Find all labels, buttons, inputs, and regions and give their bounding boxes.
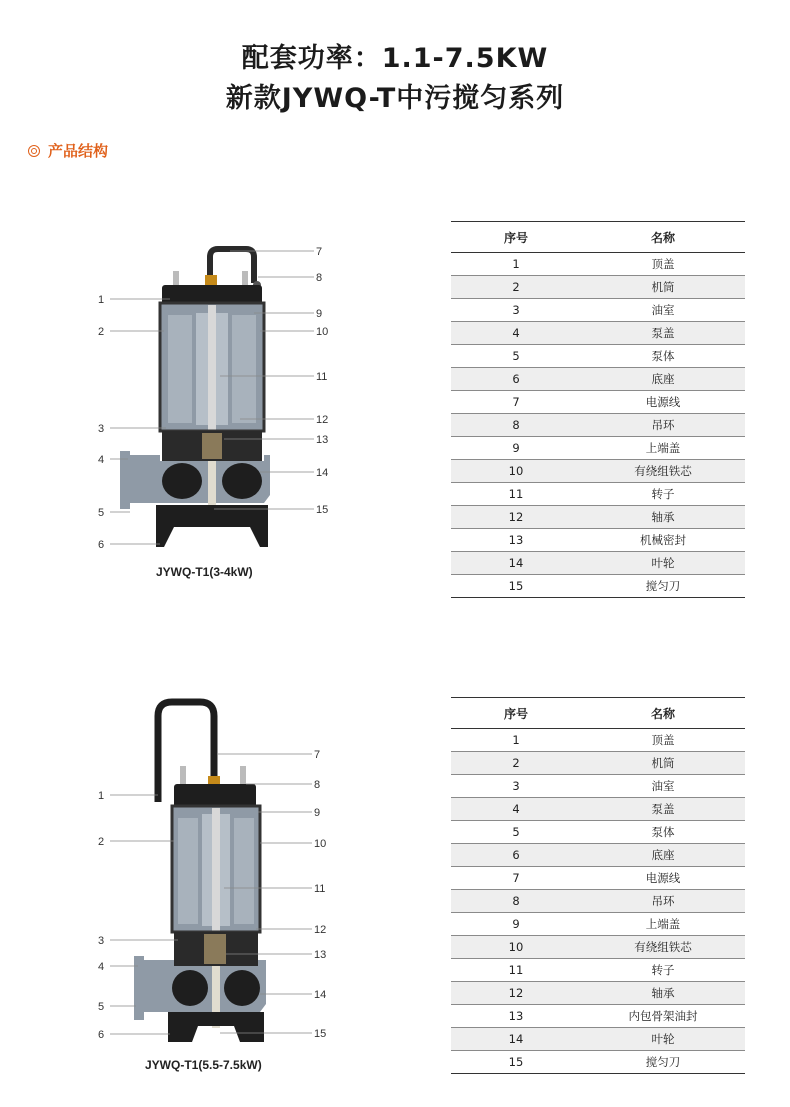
diagram-caption: JYWQ-T1(5.5-7.5kW) xyxy=(145,1058,262,1072)
parts-table xyxy=(451,221,745,598)
part-number-cell: 3 xyxy=(451,775,581,798)
part-number-cell: 2 xyxy=(451,276,581,299)
table-row xyxy=(451,299,745,322)
part-name-cell: 油室 xyxy=(581,299,745,322)
part-number-cell: 15 xyxy=(451,575,581,598)
table-row xyxy=(451,253,745,276)
part-name-cell: 上端盖 xyxy=(581,913,745,936)
part-name-cell: 叶轮 xyxy=(581,552,745,575)
part-name-cell: 油室 xyxy=(581,775,745,798)
callout-5: 5 xyxy=(98,507,105,519)
table-row xyxy=(451,982,745,1005)
callout-11: 11 xyxy=(314,883,326,895)
table-row xyxy=(451,913,745,936)
part-number-cell: 9 xyxy=(451,437,581,460)
table-row xyxy=(451,798,745,821)
table-row xyxy=(451,552,745,575)
parts-table xyxy=(451,697,745,1074)
callout-7: 7 xyxy=(314,749,321,761)
page-title-line2: 新款JYWQ-T中污搅匀系列 xyxy=(225,83,565,114)
callout-12: 12 xyxy=(316,414,329,426)
part-number-cell: 7 xyxy=(451,391,581,414)
table-row xyxy=(451,890,745,913)
callout-4: 4 xyxy=(98,454,105,466)
table-row xyxy=(451,414,745,437)
callout-14: 14 xyxy=(316,467,329,479)
section-heading xyxy=(28,140,108,161)
part-name-cell: 底座 xyxy=(581,368,745,391)
part-number-cell: 6 xyxy=(451,368,581,391)
column-header-number: 序号 xyxy=(451,222,581,253)
column-header-number: 序号 xyxy=(451,698,581,729)
callout-1: 1 xyxy=(98,790,105,802)
callout-2: 2 xyxy=(98,836,105,848)
callout-15: 15 xyxy=(316,504,329,516)
table-row xyxy=(451,460,745,483)
part-name-cell: 轴承 xyxy=(581,506,745,529)
target-circle-icon xyxy=(28,145,40,157)
part-name-cell: 转子 xyxy=(581,483,745,506)
callout-13: 13 xyxy=(316,434,329,446)
callout-15: 15 xyxy=(314,1028,327,1040)
table-row xyxy=(451,1028,745,1051)
callout-3: 3 xyxy=(98,935,105,947)
part-number-cell: 4 xyxy=(451,322,581,345)
callout-14: 14 xyxy=(314,989,327,1001)
table-row xyxy=(451,752,745,775)
part-name-cell: 上端盖 xyxy=(581,437,745,460)
part-number-cell: 8 xyxy=(451,414,581,437)
table-row xyxy=(451,529,745,552)
part-number-cell: 6 xyxy=(451,844,581,867)
table-row xyxy=(451,391,745,414)
part-number-cell: 15 xyxy=(451,1051,581,1074)
part-number-cell: 11 xyxy=(451,483,581,506)
callout-3: 3 xyxy=(98,423,105,435)
part-number-cell: 4 xyxy=(451,798,581,821)
table-row xyxy=(451,1005,745,1028)
part-number-cell: 10 xyxy=(451,460,581,483)
part-name-cell: 有绕组铁芯 xyxy=(581,460,745,483)
part-name-cell: 吊环 xyxy=(581,890,745,913)
part-number-cell: 14 xyxy=(451,1028,581,1051)
part-name-cell: 搅匀刀 xyxy=(581,575,745,598)
pump-section-diagram-large xyxy=(90,690,340,1050)
part-name-cell: 泵盖 xyxy=(581,798,745,821)
table-row xyxy=(451,1051,745,1074)
pump-section-diagram-small xyxy=(90,235,340,555)
part-number-cell: 3 xyxy=(451,299,581,322)
table-row xyxy=(451,506,745,529)
part-number-cell: 14 xyxy=(451,552,581,575)
page-title-line1: 配套功率：1.1-7.5KW xyxy=(241,43,549,74)
table-row xyxy=(451,844,745,867)
part-number-cell: 1 xyxy=(451,729,581,752)
part-number-cell: 8 xyxy=(451,890,581,913)
part-name-cell: 电源线 xyxy=(581,391,745,414)
part-name-cell: 轴承 xyxy=(581,982,745,1005)
part-name-cell: 叶轮 xyxy=(581,1028,745,1051)
part-name-cell: 顶盖 xyxy=(581,253,745,276)
table-row xyxy=(451,936,745,959)
part-number-cell: 7 xyxy=(451,867,581,890)
callout-1: 1 xyxy=(98,294,105,306)
part-number-cell: 11 xyxy=(451,959,581,982)
callout-9: 9 xyxy=(316,308,323,320)
callout-4: 4 xyxy=(98,961,105,973)
callout-7: 7 xyxy=(316,246,323,258)
column-header-name: 名称 xyxy=(581,222,745,253)
part-name-cell: 机械密封 xyxy=(581,529,745,552)
table-row xyxy=(451,575,745,598)
callout-8: 8 xyxy=(316,272,323,284)
part-name-cell: 顶盖 xyxy=(581,729,745,752)
section-heading-label: 产品结构 xyxy=(48,142,109,160)
part-name-cell: 泵体 xyxy=(581,821,745,844)
table-row xyxy=(451,345,745,368)
callout-11: 11 xyxy=(316,371,328,383)
table-row xyxy=(451,437,745,460)
part-number-cell: 13 xyxy=(451,529,581,552)
part-number-cell: 9 xyxy=(451,913,581,936)
part-name-cell: 泵盖 xyxy=(581,322,745,345)
part-name-cell: 内包骨架油封 xyxy=(581,1005,745,1028)
table-row xyxy=(451,276,745,299)
part-number-cell: 10 xyxy=(451,936,581,959)
table-row xyxy=(451,483,745,506)
callout-6: 6 xyxy=(98,1029,105,1041)
callout-10: 10 xyxy=(316,326,329,338)
table-row xyxy=(451,729,745,752)
table-row xyxy=(451,959,745,982)
part-name-cell: 机筒 xyxy=(581,752,745,775)
callout-13: 13 xyxy=(314,949,327,961)
part-name-cell: 泵体 xyxy=(581,345,745,368)
callout-6: 6 xyxy=(98,539,105,551)
part-number-cell: 12 xyxy=(451,982,581,1005)
part-number-cell: 1 xyxy=(451,253,581,276)
part-name-cell: 底座 xyxy=(581,844,745,867)
callout-8: 8 xyxy=(314,779,321,791)
callout-10: 10 xyxy=(314,838,327,850)
table-row xyxy=(451,867,745,890)
diagram-caption: JYWQ-T1(3-4kW) xyxy=(156,565,253,579)
part-name-cell: 吊环 xyxy=(581,414,745,437)
table-row xyxy=(451,775,745,798)
callout-12: 12 xyxy=(314,924,327,936)
table-row xyxy=(451,821,745,844)
part-number-cell: 13 xyxy=(451,1005,581,1028)
table-row xyxy=(451,368,745,391)
column-header-name: 名称 xyxy=(581,698,745,729)
callout-2: 2 xyxy=(98,326,105,338)
callout-5: 5 xyxy=(98,1001,105,1013)
part-number-cell: 12 xyxy=(451,506,581,529)
part-name-cell: 搅匀刀 xyxy=(581,1051,745,1074)
part-name-cell: 机筒 xyxy=(581,276,745,299)
part-name-cell: 转子 xyxy=(581,959,745,982)
callout-9: 9 xyxy=(314,807,321,819)
part-number-cell: 5 xyxy=(451,345,581,368)
part-name-cell: 有绕组铁芯 xyxy=(581,936,745,959)
part-number-cell: 2 xyxy=(451,752,581,775)
part-number-cell: 5 xyxy=(451,821,581,844)
table-row xyxy=(451,322,745,345)
part-name-cell: 电源线 xyxy=(581,867,745,890)
